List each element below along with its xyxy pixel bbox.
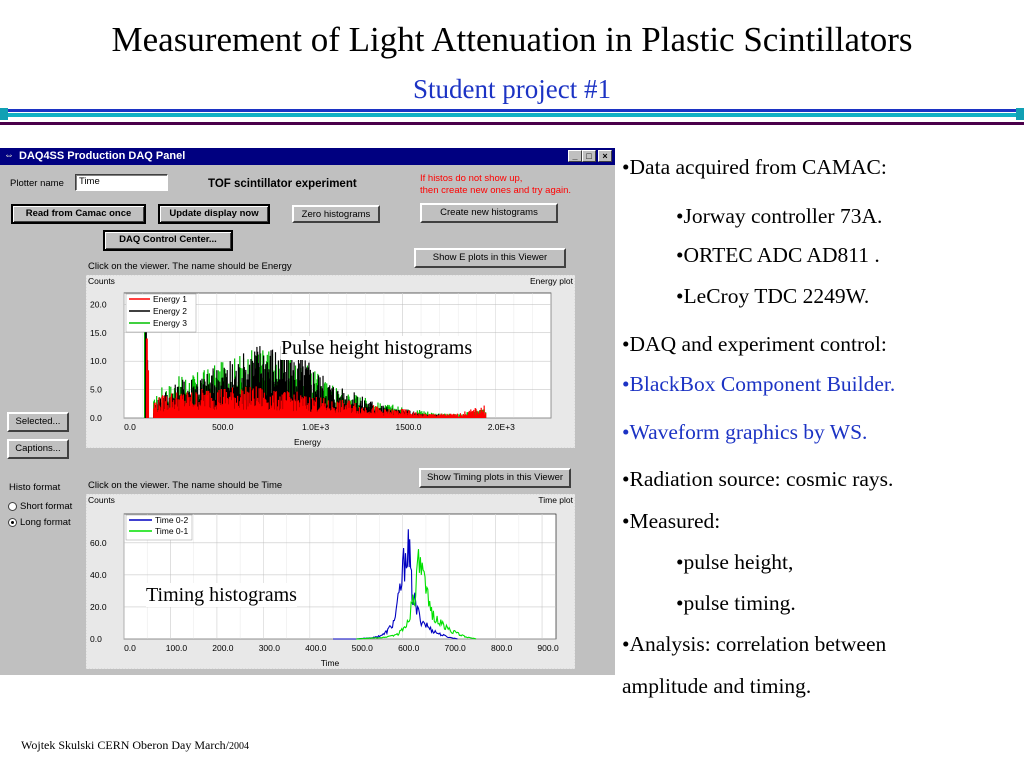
minimize-button[interactable]: _ <box>568 150 582 162</box>
x-tick-label: 800.0 <box>490 643 513 653</box>
rule-end-left <box>0 108 8 120</box>
legend-label: Time 0-2 <box>155 515 189 525</box>
plotter-name-label: Plotter name <box>10 178 64 189</box>
title-rule-blue <box>0 109 1024 112</box>
y-tick-label: 15.0 <box>90 327 107 338</box>
short-format-label: Short format <box>20 501 73 512</box>
plotter-name-input[interactable]: Time <box>75 174 168 191</box>
y-tick-label: 10.0 <box>90 356 107 367</box>
bullet-item: •Waveform graphics by WS. <box>622 420 868 444</box>
bullet-item: •Analysis: correlation between <box>622 632 887 656</box>
footer <box>21 738 249 753</box>
close-button[interactable]: × <box>598 150 612 162</box>
x-tick-label: 1.0E+3 <box>302 422 330 432</box>
pulse-height-overlay: Pulse height histograms <box>281 337 473 359</box>
legend-label: Time 0-1 <box>155 526 189 536</box>
maximize-button[interactable]: □ <box>582 150 596 162</box>
energy-hint: Click on the viewer. The name should be Energy <box>88 261 292 272</box>
create-histograms-button[interactable]: Create new histograms <box>420 203 558 223</box>
chart-title: Time plot <box>538 495 573 505</box>
title-rule-cyan <box>0 113 1024 117</box>
legend-label: Energy 3 <box>153 318 188 328</box>
x-tick-label: 600.0 <box>398 643 420 653</box>
energy-plot-viewer[interactable] <box>86 275 575 448</box>
y-tick-label: 20.0 <box>90 601 107 612</box>
legend-label: Energy 1 <box>153 294 188 304</box>
bullet-item: •pulse height, <box>676 550 794 574</box>
x-tick-label: 100.0 <box>165 643 188 653</box>
x-tick-label: 300.0 <box>258 643 280 653</box>
bullet-item: •Measured: <box>622 509 721 533</box>
long-format-radio[interactable] <box>8 518 17 527</box>
chart-title: Energy plot <box>530 276 573 286</box>
y-axis-label: Counts <box>88 495 115 505</box>
bullet-item: •pulse timing. <box>676 591 796 615</box>
warning-line-1: If histos do not show up, <box>420 173 523 184</box>
time-plot-viewer[interactable] <box>86 494 575 669</box>
show-timing-plots-button[interactable]: Show Timing plots in this Viewer <box>419 468 571 488</box>
x-tick-label: 0.0 <box>124 422 136 432</box>
zero-histograms-button[interactable]: Zero histograms <box>292 205 380 223</box>
daq-control-center-button[interactable]: DAQ Control Center... <box>103 230 233 251</box>
window-title: DAQ4SS Production DAQ Panel <box>19 150 186 162</box>
x-tick-label: 1500.0 <box>395 422 422 432</box>
experiment-title: TOF scintillator experiment <box>208 178 357 190</box>
x-tick-label: 200.0 <box>212 643 234 653</box>
y-axis-label: Counts <box>88 276 115 286</box>
y-tick-label: 0.0 <box>90 634 102 644</box>
long-format-label: Long format <box>20 517 71 528</box>
warning-line-2: then create new ones and try again. <box>420 185 572 196</box>
update-display-button[interactable]: Update display now <box>158 204 270 224</box>
footer-text: Wojtek Skulski CERN Oberon Day March/ <box>21 738 230 752</box>
y-tick-label: 20.0 <box>90 299 107 310</box>
y-tick-label: 0.0 <box>90 413 102 423</box>
x-axis-label: Energy <box>294 437 321 447</box>
x-tick-label: 900.0 <box>537 643 559 653</box>
bullet-item: •ORTEC ADC AD811 . <box>676 243 880 267</box>
rule-end-right <box>1016 108 1024 120</box>
bullet-item: •DAQ and experiment control: <box>622 332 887 356</box>
x-axis-label: Time <box>320 658 340 668</box>
x-tick-label: 500.0 <box>212 422 234 432</box>
timing-overlay: Timing histograms <box>146 584 297 606</box>
x-tick-label: 700.0 <box>444 643 466 653</box>
x-tick-label: 2.0E+3 <box>487 422 515 432</box>
daq-panel-window <box>0 148 615 675</box>
window-titlebar[interactable] <box>0 148 615 165</box>
y-tick-label: 60.0 <box>90 537 107 548</box>
show-e-plots-button[interactable]: Show E plots in this Viewer <box>414 248 566 268</box>
captions-button[interactable]: Captions... <box>7 439 69 459</box>
bullet-item: •Data acquired from CAMAC: <box>622 155 887 179</box>
x-tick-label: 400.0 <box>305 643 327 653</box>
y-tick-label: 40.0 <box>90 569 107 580</box>
title-rule-purple <box>0 122 1024 125</box>
app-icon: ⇔ <box>4 150 14 161</box>
histo-format-label: Histo format <box>9 482 61 493</box>
bullet-item: •LeCroy TDC 2249W. <box>676 284 870 308</box>
footer-year: 2004 <box>229 741 250 752</box>
read-camac-button[interactable]: Read from Camac once <box>11 204 146 224</box>
y-tick-label: 5.0 <box>90 384 102 395</box>
short-format-radio[interactable] <box>8 502 17 511</box>
bullet-item: •Radiation source: cosmic rays. <box>622 467 894 491</box>
x-tick-label: 0.0 <box>124 643 136 653</box>
bullet-item: •BlackBox Component Builder. <box>622 372 896 396</box>
bullet-item: amplitude and timing. <box>622 674 812 698</box>
x-tick-label: 500.0 <box>351 643 373 653</box>
legend-label: Energy 2 <box>153 306 188 316</box>
slide-title: Measurement of Light Attenuation in Plastic Scintillators <box>111 20 913 59</box>
slide-subtitle: Student project #1 <box>413 74 611 104</box>
bullet-item: •Jorway controller 73A. <box>676 204 883 228</box>
time-hint: Click on the viewer. The name should be Time <box>88 480 283 491</box>
selected-button[interactable]: Selected... <box>7 412 69 432</box>
